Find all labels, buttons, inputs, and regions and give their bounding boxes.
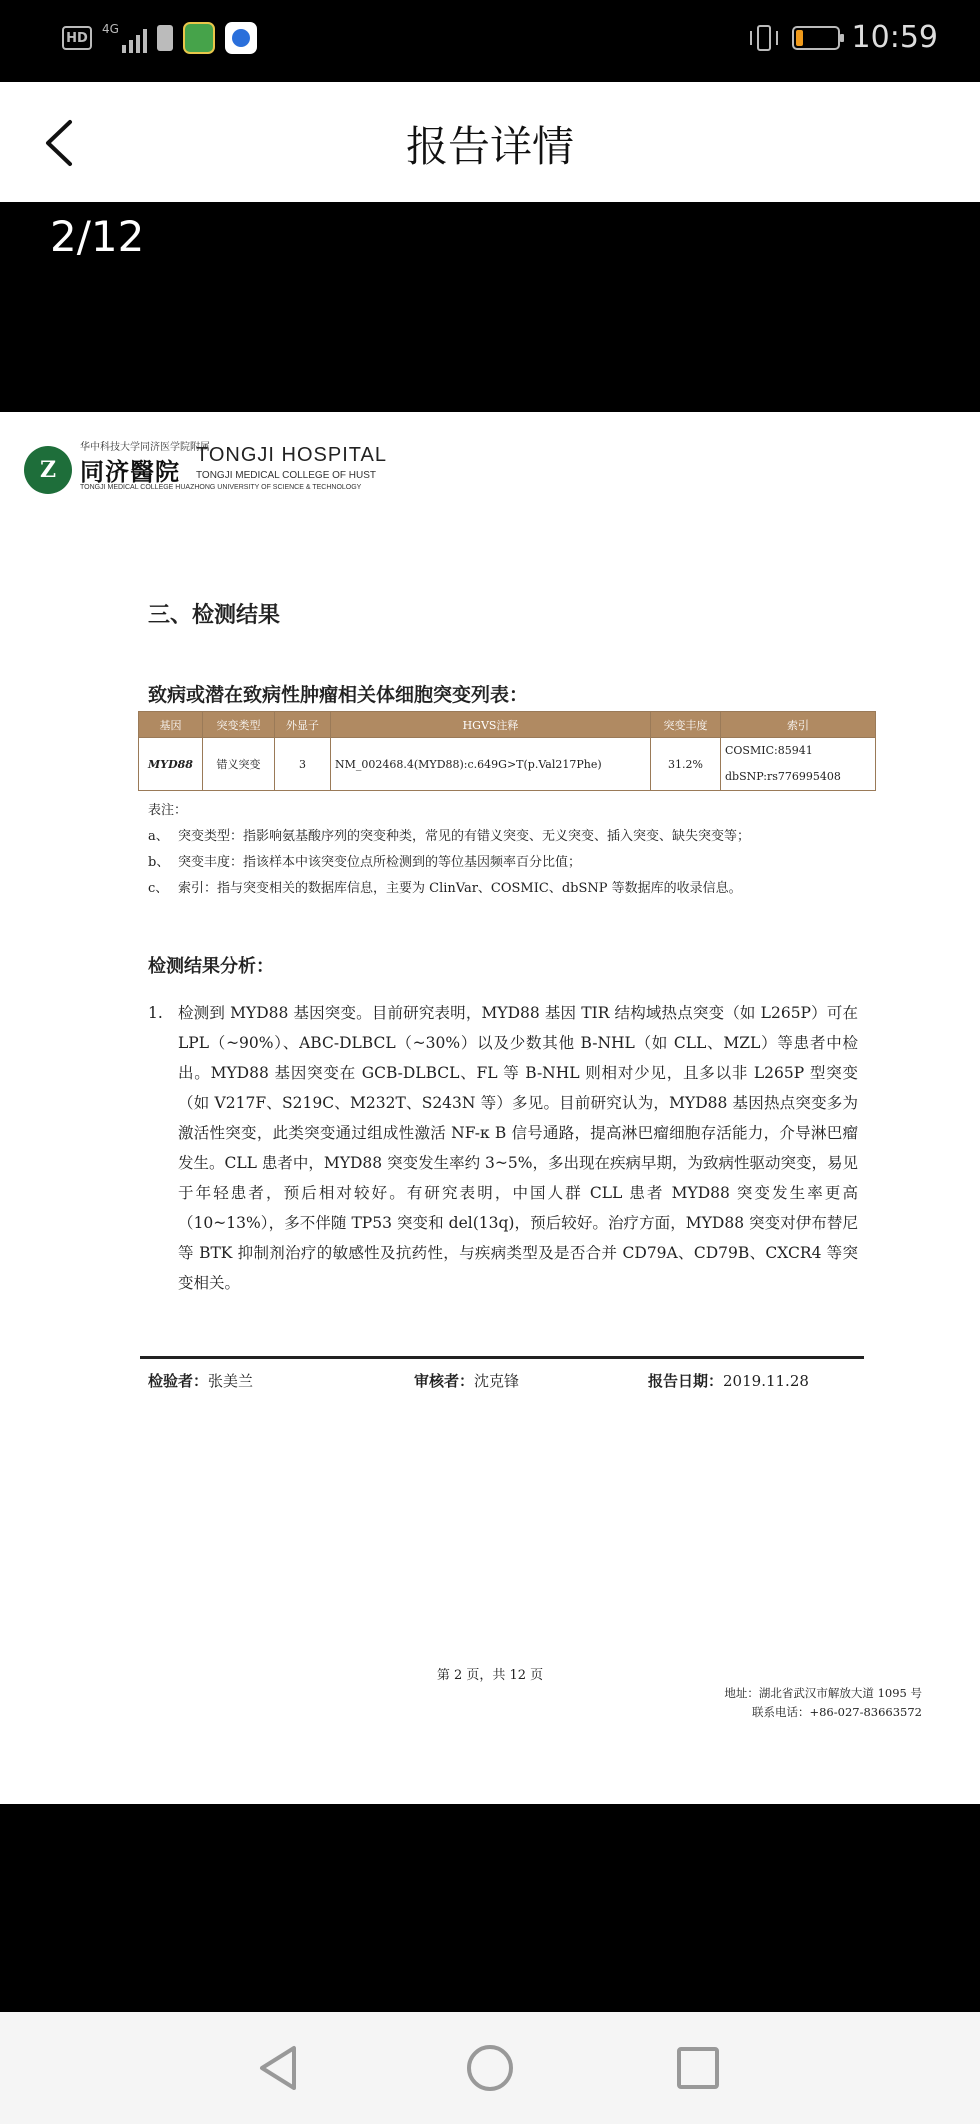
app-notification-icon <box>183 22 215 54</box>
table-header-row <box>139 712 876 738</box>
clock: 10:59 <box>851 20 938 55</box>
note-item: b、 突变丰度：指该样本中该突变位点所检测到的等位基因频率百分比值； <box>148 855 582 870</box>
table-title: 致病或潜在致病性肿瘤相关体细胞突变列表： <box>148 684 529 706</box>
th-type: 突变类型 <box>203 712 275 738</box>
status-bar <box>0 0 980 82</box>
cell-exon: 3 <box>275 738 331 791</box>
report-date: 报告日期：2019.11.28 <box>648 1372 809 1390</box>
note-item: c、 索引：指与突变相关的数据库信息，主要为 ClinVar、COSMIC、dbSNP 等数据库的收录信息。 <box>148 881 742 896</box>
th-refs: 索引 <box>721 712 876 738</box>
sim-icon <box>157 25 173 51</box>
cell-refs: COSMIC:85941 dbSNP:rs776995408 <box>721 738 876 791</box>
cell-gene: MYD88 <box>139 738 203 791</box>
signal-icon: 4G <box>102 23 147 53</box>
triangle-back-icon <box>248 2036 312 2100</box>
report-page[interactable] <box>0 412 980 1804</box>
analysis-title: 检测结果分析： <box>148 956 274 977</box>
hospital-logo: Z 华中科技大学同济医学院附属 同济醫院 TONGJI HOSPITAL TONGJI MEDICAL COLLEGE OF HUST TONGJI MEDICAL COLLEGE HUAZHONG UNIVERSITY OF SCIENCE & TECHNOLOGY <box>24 438 384 498</box>
reviewer-signature: 审核者：沈克锋 <box>414 1372 520 1390</box>
battery-icon <box>792 26 840 50</box>
signature-divider <box>140 1356 864 1359</box>
nav-back-button[interactable] <box>248 2036 312 2100</box>
cell-freq: 31.2% <box>651 738 721 791</box>
note-item: a、 突变类型：指影响氨基酸序列的突变种类，常见的有错义突变、无义突变、插入突变、缺失突变等； <box>148 829 751 844</box>
tester-signature: 检验者：张美兰 <box>148 1372 254 1390</box>
logo-emblem-icon: Z <box>24 446 72 494</box>
page-title: 报告详情 <box>405 122 574 171</box>
circle-home-icon <box>458 2036 522 2100</box>
vibrate-icon <box>748 23 780 53</box>
square-recents-icon <box>666 2036 730 2100</box>
th-freq: 突变丰度 <box>651 712 721 738</box>
table-row <box>139 738 876 791</box>
page-indicator: 2/12 <box>50 212 145 261</box>
nav-recents-button[interactable] <box>666 2036 730 2100</box>
nav-home-button[interactable] <box>458 2036 522 2100</box>
mutation-table <box>138 711 876 791</box>
app-header <box>0 82 980 202</box>
th-exon: 外显子 <box>275 712 331 738</box>
th-gene: 基因 <box>139 712 203 738</box>
cell-type: 错义突变 <box>203 738 275 791</box>
hd-icon: HD <box>62 26 92 50</box>
baidu-notification-icon <box>225 22 257 54</box>
analysis-paragraph: 1. 检测到 MYD88 基因突变。目前研究表明，MYD88 基因 TIR 结构域热点突变（如 L265P）可在 LPL（~90%）、ABC-DLBCL（~30%）以及少数其他 B-NHL（如 CLL、MZL）等患者中检出。MYD88 基因突变在 GCB-DLBCL、FL 等 B-NHL 则相对少见，且多以非 L265P 型突变（如 V217F、S219C、M232T、S243N 等）多见。目前研究认为，MYD88 基因热点突变多为激活性突变，此类突变通过组成性激活 NF-κ B 信号通路，提高淋巴瘤细胞存活能力，介导淋巴瘤发生。CLL 患者中，MYD88 突变发生率约 3~5%，多出现在疾病早期，为致病性驱动突变，易见于年轻患者，预后相对较好。有研究表明，中国人群 CLL 患者 MYD88 突变发生率更高（10~13%），多不伴随 TP53 突变和 del(13q)，预后较好。治疗方面，MYD88 突变对伊布替尼等 BTK 抑制剂治疗的敏感性及抗药性，与疾病类型及是否合并 CD79A、CD79B、CXCR4 等突变相关。 <box>148 1004 858 1292</box>
section-title: 三、检测结果 <box>148 603 281 628</box>
table-notes: 表注： a、 突变类型：指影响氨基酸序列的突变种类，常见的有错义突变、无义突变、插入突变、缺失突变等； b、 突变丰度：指该样本中该突变位点所检测到的等位基因频率百分比值； c、 索引：指与突变相关的数据库信息，主要为 ClinVar、COSMIC、dbSNP 等数据库的收录信息。 <box>148 798 750 902</box>
document-page-number: 第 2 页，共 12 页 <box>436 1668 544 1683</box>
cell-hgvs: NM_002468.4(MYD88):c.649G>T(p.Val217Phe) <box>331 738 651 791</box>
system-nav-bar <box>0 2012 980 2124</box>
th-hgvs: HGVS注释 <box>331 712 651 738</box>
hospital-address: 地址：湖北省武汉市解放大道 1095 号 联系电话：+86-027-83663572 <box>724 1686 922 1719</box>
